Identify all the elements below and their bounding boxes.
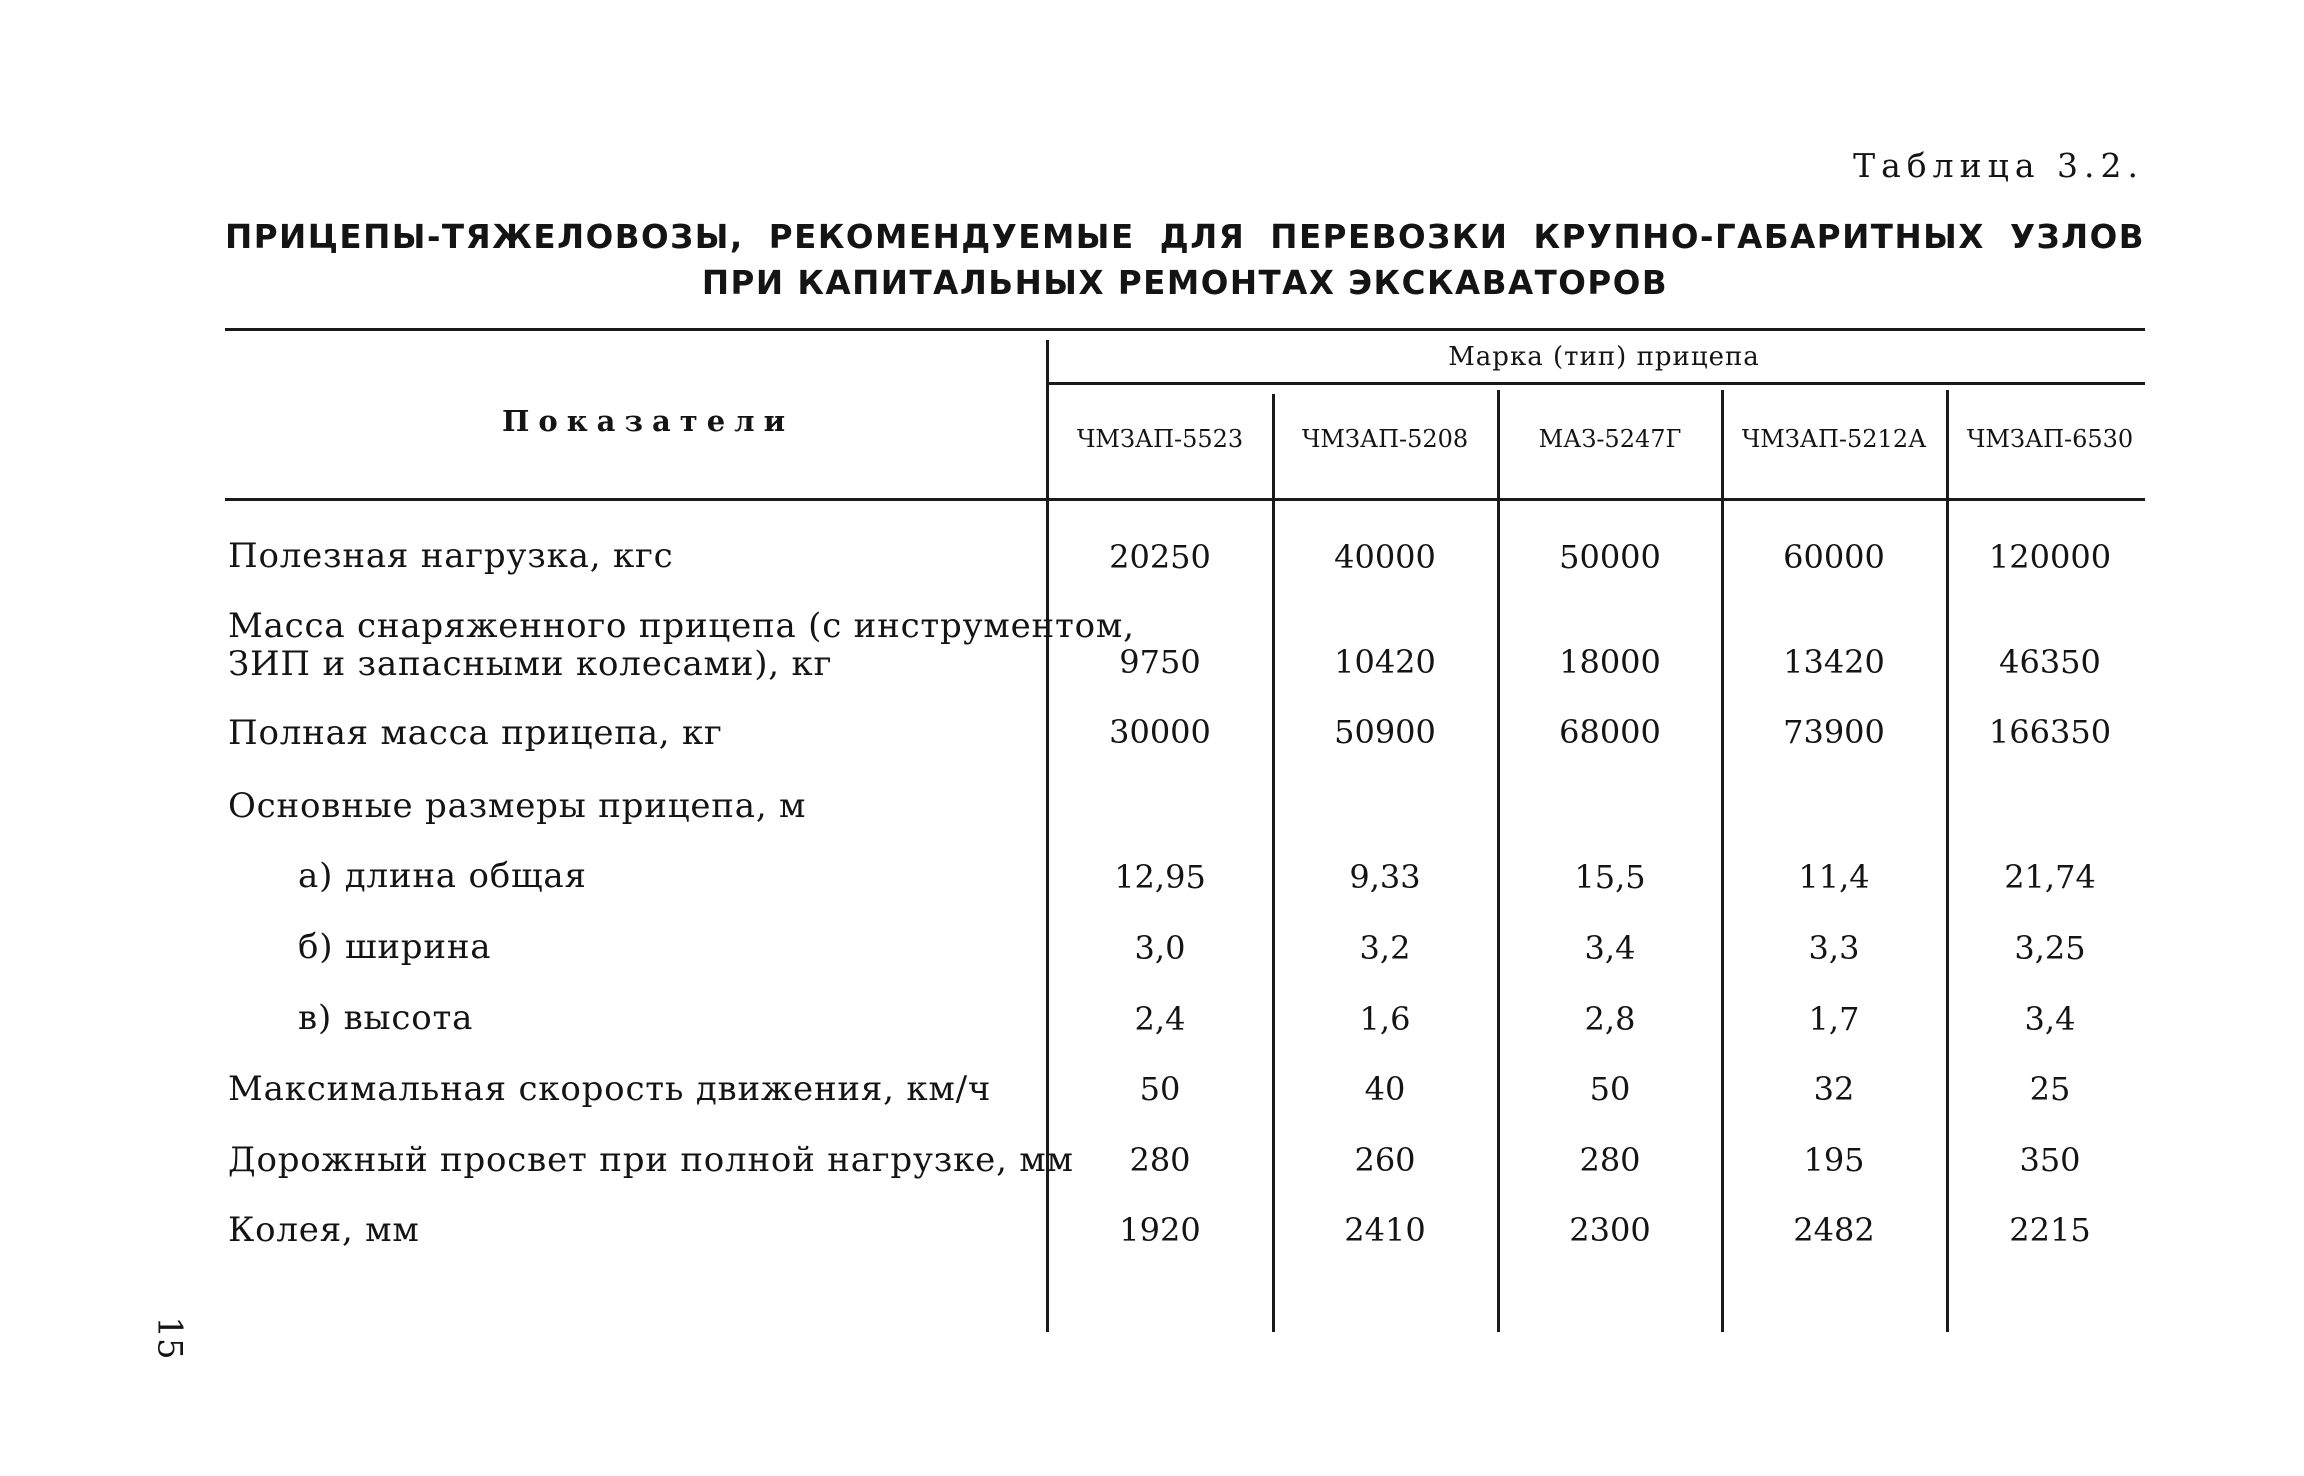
- row-label-continued: ЗИП и запасными колесами), кг: [228, 644, 833, 684]
- table-cell: 2,4: [1134, 1000, 1186, 1038]
- row-label: Полезная нагрузка, кгс: [228, 536, 674, 576]
- table-cell: 21,74: [2004, 858, 2096, 896]
- table-cell: 20250: [1109, 538, 1211, 576]
- table-cell: 1920: [1119, 1211, 1201, 1249]
- table-cell: 1,7: [1808, 1000, 1860, 1038]
- column-header: ЧМЗАП-6530: [1966, 425, 2134, 453]
- column-separator: [1046, 340, 1049, 1332]
- table-cell: 13420: [1783, 643, 1885, 681]
- table-cell: 3,2: [1359, 929, 1411, 967]
- table-cell: 40000: [1334, 538, 1436, 576]
- row-label: в) высота: [298, 998, 474, 1038]
- table-cell: 11,4: [1798, 858, 1870, 896]
- group-header: Марка (тип) прицепа: [1448, 342, 1760, 372]
- column-header: ЧМЗАП-5523: [1076, 425, 1244, 453]
- header-bottom-rule: [225, 498, 2145, 501]
- table-number: Таблица 3.2.: [1853, 146, 2144, 185]
- row-label: а) длина общая: [298, 856, 587, 896]
- column-separator: [1721, 390, 1724, 1332]
- table-cell: 120000: [1988, 538, 2112, 576]
- column-separator: [1497, 390, 1500, 1332]
- table-cell: 10420: [1334, 643, 1436, 681]
- row-label: Максимальная скорость движения, км/ч: [228, 1069, 992, 1109]
- table-cell: 15,5: [1574, 858, 1646, 896]
- table-cell: 68000: [1559, 713, 1661, 751]
- table-cell: 30000: [1109, 713, 1211, 751]
- table-title-line-2: ПРИ КАПИТАЛЬНЫХ РЕМОНТАХ ЭКСКАВАТОРОВ: [701, 264, 1669, 302]
- table-cell: 73900: [1783, 713, 1885, 751]
- column-header: ЧМЗАП-5208: [1301, 425, 1469, 453]
- table-cell: 18000: [1559, 643, 1661, 681]
- table-cell: 3,4: [2024, 1000, 2076, 1038]
- table-cell: 50: [1139, 1070, 1181, 1108]
- table-cell: 1,6: [1359, 1000, 1411, 1038]
- table-cell: 25: [2029, 1070, 2071, 1108]
- row-label: Масса снаряженного прицепа (с инструментом,: [228, 606, 1135, 646]
- group-header-rule: [1048, 382, 2145, 385]
- table-top-rule: [225, 328, 2145, 331]
- table-cell: 2,8: [1584, 1000, 1636, 1038]
- table-cell: 60000: [1783, 538, 1885, 576]
- table-cell: 280: [1579, 1141, 1641, 1179]
- table-cell: 2215: [2009, 1211, 2091, 1249]
- table-cell: 195: [1803, 1141, 1865, 1179]
- column-separator: [1272, 394, 1275, 1332]
- table-cell: 3,3: [1808, 929, 1860, 967]
- table-cell: 350: [2019, 1141, 2081, 1179]
- column-separator: [1946, 390, 1949, 1332]
- table-cell: 12,95: [1114, 858, 1206, 896]
- table-cell: 9,33: [1349, 858, 1421, 896]
- table-cell: 280: [1129, 1141, 1191, 1179]
- table-cell: 260: [1354, 1141, 1416, 1179]
- row-label: Дорожный просвет при полной нагрузке, мм: [228, 1140, 1074, 1180]
- table-cell: 2410: [1344, 1211, 1426, 1249]
- table-cell: 46350: [1999, 643, 2101, 681]
- table-cell: 2300: [1569, 1211, 1651, 1249]
- column-header: МАЗ-5247Г: [1538, 425, 1682, 453]
- table-cell: 40: [1364, 1070, 1406, 1108]
- row-label: Полная масса прицепа, кг: [228, 713, 723, 753]
- table-cell: 3,0: [1134, 929, 1186, 967]
- table-cell: 3,25: [2014, 929, 2086, 967]
- indicator-header: Показатели: [502, 404, 795, 438]
- row-label: Колея, мм: [228, 1210, 420, 1250]
- row-label: б) ширина: [298, 927, 492, 967]
- table-cell: 50: [1589, 1070, 1631, 1108]
- row-label: Основные размеры прицепа, м: [228, 786, 807, 826]
- table-title-line-1: ПРИЦЕПЫ-ТЯЖЕЛОВОЗЫ, РЕКОМЕНДУЕМЫЕ ДЛЯ ПЕРЕВОЗКИ КРУПНО-ГАБАРИТНЫХ УЗЛОВ: [225, 218, 2145, 256]
- table-cell: 2482: [1793, 1211, 1875, 1249]
- table-cell: 166350: [1988, 713, 2112, 751]
- column-header: ЧМЗАП-5212А: [1741, 425, 1927, 453]
- table-cell: 50000: [1559, 538, 1661, 576]
- page-number: 15: [149, 1316, 190, 1360]
- table-cell: 9750: [1119, 643, 1201, 681]
- table-cell: 50900: [1334, 713, 1436, 751]
- table-cell: 32: [1813, 1070, 1855, 1108]
- table-cell: 3,4: [1584, 929, 1636, 967]
